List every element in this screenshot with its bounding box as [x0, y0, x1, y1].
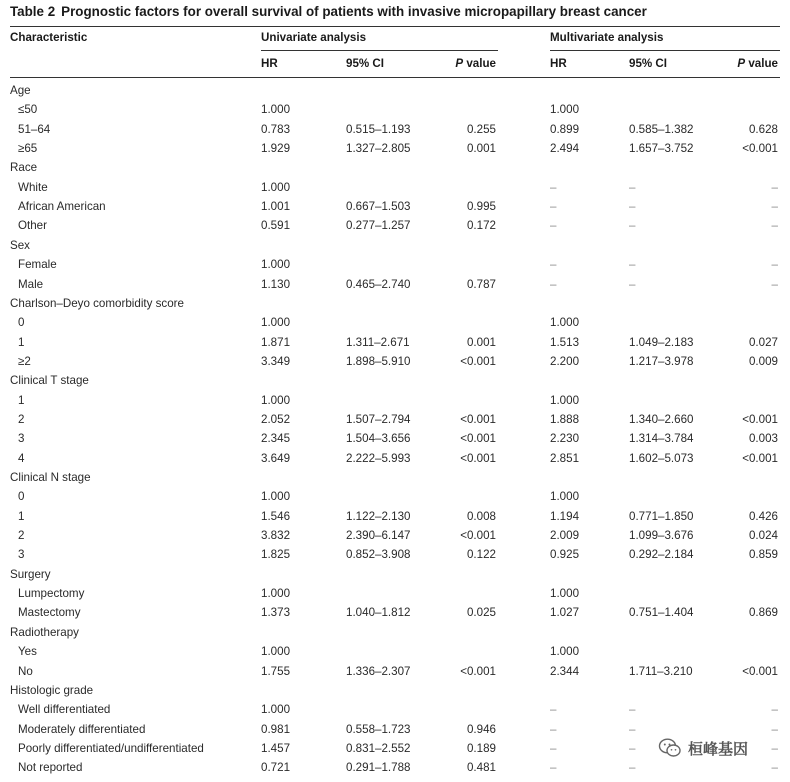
table-row: [0, 139, 790, 158]
ci-value: 0.852–3.908: [346, 548, 411, 562]
multivariate-ci-value: 0.751–1.404: [629, 606, 694, 620]
hr-value: 1.001: [261, 200, 291, 214]
ci-value: 0.558–1.723: [346, 722, 411, 736]
row-label: 3: [18, 548, 25, 562]
hr-value: 2.345: [261, 432, 291, 446]
header-bottom-rule: [10, 77, 780, 78]
multivariate-ci-value: 1.340–2.660: [629, 412, 694, 426]
row-label: White: [18, 180, 48, 194]
ci-value: 1.507–2.794: [346, 412, 411, 426]
table-row: [0, 352, 790, 371]
multivariate-ci-value: –: [629, 277, 636, 291]
multivariate-ci-value: 1.099–3.676: [629, 529, 694, 543]
top-rule: [10, 26, 780, 27]
multivariate-ci-value: 0.292–2.184: [629, 548, 694, 562]
row-label: Moderately differentiated: [18, 722, 146, 736]
row-label: 1: [18, 335, 25, 349]
row-label: 3: [18, 432, 25, 446]
multivariate-hr-value: 2.494: [550, 142, 580, 156]
multivariate-ci-value: 1.602–5.073: [629, 451, 694, 465]
table-row: [0, 662, 790, 681]
p-value: <0.001: [460, 664, 496, 678]
hr-value: 3.649: [261, 451, 291, 465]
multivariate-hr-value: –: [550, 741, 557, 755]
row-label: 2: [18, 529, 25, 543]
table-row: [0, 391, 790, 410]
header-univariate: Univariate analysis: [261, 31, 367, 44]
header-characteristic: Characteristic: [10, 31, 88, 44]
ci-value: 2.222–5.993: [346, 451, 411, 465]
row-label: 51–64: [18, 122, 51, 136]
hr-value: 1.825: [261, 548, 291, 562]
multivariate-p-value: 0.859: [748, 548, 778, 562]
multivariate-hr-value: 2.851: [550, 451, 580, 465]
hr-value: 1.000: [261, 316, 291, 330]
multivariate-hr-value: 1.027: [550, 606, 580, 620]
table-row: [0, 100, 790, 119]
hr-value: 1.000: [261, 587, 291, 601]
header-hr-univariate: HR: [261, 57, 278, 70]
hr-value: 0.591: [261, 219, 291, 233]
table-caption: Prognostic factors for overall survival of patients with invasive micropapillary breast cancer: [61, 4, 647, 19]
wechat-icon: [658, 737, 682, 759]
row-label: 4: [18, 451, 25, 465]
multivariate-ci-value: –: [629, 219, 636, 233]
multivariate-hr-value: 1.513: [550, 335, 580, 349]
ci-value: 0.831–2.552: [346, 741, 411, 755]
header-hr-multivariate: HR: [550, 57, 567, 70]
multivariate-hr-value: –: [550, 761, 557, 775]
multivariate-ci-value: 1.711–3.210: [629, 664, 693, 678]
multivariate-hr-value: –: [550, 180, 557, 194]
ci-value: 0.291–1.788: [346, 761, 411, 775]
p-value: 0.122: [466, 548, 496, 562]
multivariate-p-value: <0.001: [742, 451, 778, 465]
table-row: [0, 584, 790, 603]
multivariate-hr-value: 2.344: [550, 664, 580, 678]
p-value: <0.001: [460, 412, 496, 426]
table-row: [0, 216, 790, 235]
table-row: [0, 758, 790, 777]
multivariate-p-value: –: [771, 722, 778, 736]
p-value: <0.001: [460, 354, 496, 368]
multivariate-hr-value: 1.000: [550, 587, 580, 601]
multivariate-ci-value: –: [629, 258, 636, 272]
multivariate-hr-value: 1.000: [550, 393, 580, 407]
group-label: Race: [10, 161, 38, 175]
p-value: 0.946: [466, 722, 496, 736]
multivariate-p-value: –: [771, 258, 778, 272]
multivariate-hr-value: 2.230: [550, 432, 580, 446]
multivariate-hr-value: 2.009: [550, 529, 580, 543]
row-label: Mastectomy: [18, 606, 81, 620]
p-value: 0.189: [466, 741, 496, 755]
table-label: Table 2: [10, 4, 56, 19]
group-label: Clinical T stage: [10, 374, 89, 388]
row-label: 0: [18, 490, 25, 504]
row-label: Not reported: [18, 761, 83, 775]
header-ci-univariate: 95% CI: [346, 57, 385, 70]
multivariate-hr-value: –: [550, 258, 557, 272]
multivariate-hr-value: –: [550, 200, 557, 214]
multivariate-hr-value: –: [550, 703, 557, 717]
row-label: Well differentiated: [18, 703, 111, 717]
multivariate-ci-value: –: [629, 761, 636, 775]
table-row: [0, 313, 790, 332]
p-value: 0.481: [466, 761, 496, 775]
table-group-row: [0, 236, 790, 255]
table-row: [0, 487, 790, 506]
ci-value: 0.277–1.257: [346, 219, 411, 233]
header-p-italic: P: [455, 57, 464, 70]
ci-value: 1.504–3.656: [346, 432, 411, 446]
multivariate-ci-value: –: [629, 200, 636, 214]
hr-value: 2.052: [261, 412, 291, 426]
p-value: <0.001: [460, 451, 496, 465]
p-value: 0.995: [466, 200, 496, 214]
p-value: 0.025: [466, 606, 496, 620]
table-group-row: [0, 623, 790, 642]
ci-value: 1.327–2.805: [346, 142, 411, 156]
table-row: [0, 275, 790, 294]
multivariate-p-value: 0.024: [748, 529, 778, 543]
table-row: [0, 333, 790, 352]
p-value: <0.001: [460, 432, 496, 446]
p-value: 0.172: [466, 219, 496, 233]
table-group-row: [0, 158, 790, 177]
multivariate-p-value: 0.869: [748, 606, 778, 620]
hr-value: 1.929: [261, 142, 291, 156]
multivariate-p-value: 0.003: [748, 432, 778, 446]
hr-value: 1.000: [261, 258, 291, 272]
row-label: ≤50: [18, 103, 38, 117]
header-p-univariate: [455, 57, 496, 71]
hr-value: 3.349: [261, 354, 291, 368]
watermark-text: 桓峰基因: [688, 740, 749, 758]
row-label: ≥2: [18, 354, 31, 368]
univariate-rule: [261, 50, 498, 51]
multivariate-hr-value: 1.000: [550, 103, 580, 117]
table-row: [0, 429, 790, 448]
p-value: 0.255: [466, 122, 496, 136]
hr-value: 1.000: [261, 703, 291, 717]
multivariate-hr-value: 0.899: [550, 122, 580, 136]
p-value: 0.787: [466, 277, 496, 291]
multivariate-ci-value: –: [629, 180, 636, 194]
ci-value: 1.898–5.910: [346, 354, 411, 368]
multivariate-hr-value: –: [550, 722, 557, 736]
multivariate-p-value: <0.001: [742, 664, 778, 678]
header-p-multivariate: [737, 57, 778, 71]
table-group-row: [0, 681, 790, 700]
group-label: Histologic grade: [10, 683, 94, 697]
multivariate-hr-value: –: [550, 277, 557, 291]
hr-value: 1.130: [261, 277, 291, 291]
multivariate-rule: [550, 50, 780, 51]
table-row: [0, 545, 790, 564]
row-label: 1: [18, 393, 25, 407]
ci-value: 1.122–2.130: [346, 509, 411, 523]
row-label: Female: [18, 258, 57, 272]
multivariate-hr-value: 1.000: [550, 316, 580, 330]
multivariate-p-value: 0.009: [748, 354, 778, 368]
hr-value: 1.373: [261, 606, 291, 620]
hr-value: 3.832: [261, 529, 291, 543]
table-group-row: [0, 371, 790, 390]
row-label: No: [18, 664, 33, 678]
hr-value: 1.000: [261, 645, 291, 659]
hr-value: 1.755: [261, 664, 291, 678]
multivariate-p-value: 0.628: [748, 122, 778, 136]
multivariate-p-value: 0.027: [748, 335, 778, 349]
header-p-rest: value: [745, 57, 778, 70]
row-label: Other: [18, 219, 47, 233]
row-label: Yes: [18, 645, 37, 659]
multivariate-p-value: 0.426: [748, 509, 778, 523]
hr-value: 1.000: [261, 490, 291, 504]
p-value: <0.001: [460, 529, 496, 543]
header-multivariate: Multivariate analysis: [550, 31, 664, 44]
multivariate-ci-value: 1.314–3.784: [629, 432, 694, 446]
group-label: Surgery: [10, 567, 51, 581]
row-label: African American: [18, 200, 106, 214]
hr-value: 1.457: [261, 741, 291, 755]
ci-value: 2.390–6.147: [346, 529, 411, 543]
group-label: Age: [10, 84, 31, 97]
multivariate-p-value: –: [771, 761, 778, 775]
multivariate-hr-value: 0.925: [550, 548, 580, 562]
multivariate-p-value: –: [771, 180, 778, 194]
row-label: 1: [18, 509, 25, 523]
ci-value: 0.515–1.193: [346, 122, 411, 136]
multivariate-ci-value: 1.657–3.752: [629, 142, 694, 156]
multivariate-hr-value: 1.000: [550, 490, 580, 504]
multivariate-ci-value: 0.585–1.382: [629, 122, 694, 136]
multivariate-ci-value: 1.049–2.183: [629, 335, 694, 349]
ci-value: 0.667–1.503: [346, 200, 411, 214]
multivariate-p-value: –: [771, 219, 778, 233]
ci-value: 1.336–2.307: [346, 664, 411, 678]
multivariate-hr-value: 1.000: [550, 645, 580, 659]
hr-value: 1.871: [261, 335, 291, 349]
header-ci-multivariate: 95% CI: [629, 57, 668, 70]
row-label: 2: [18, 412, 25, 426]
multivariate-hr-value: 1.194: [550, 509, 580, 523]
hr-value: 0.981: [261, 722, 291, 736]
row-label: Lumpectomy: [18, 587, 85, 601]
table-row: [0, 449, 790, 468]
ci-value: 0.465–2.740: [346, 277, 411, 291]
multivariate-p-value: –: [771, 703, 778, 717]
hr-value: 1.000: [261, 393, 291, 407]
p-value: 0.008: [466, 509, 496, 523]
table-row: [0, 178, 790, 197]
multivariate-p-value: <0.001: [742, 142, 778, 156]
multivariate-ci-value: –: [629, 722, 636, 736]
hr-value: 1.000: [261, 103, 291, 117]
group-label: Charlson–Deyo comorbidity score: [10, 296, 184, 310]
table-row: [0, 410, 790, 429]
table-row: [0, 197, 790, 216]
row-label: Male: [18, 277, 44, 291]
multivariate-ci-value: 1.217–3.978: [629, 354, 694, 368]
ci-value: 1.311–2.671: [346, 335, 410, 349]
multivariate-ci-value: –: [629, 703, 636, 717]
multivariate-hr-value: –: [550, 219, 557, 233]
row-label: Poorly differentiated/undifferentiated: [18, 741, 204, 755]
table-group-row: [0, 468, 790, 487]
table-group-row: [0, 294, 790, 313]
multivariate-p-value: –: [771, 277, 778, 291]
multivariate-ci-value: –: [629, 741, 636, 755]
header-p-italic: P: [737, 57, 746, 70]
p-value: 0.001: [466, 142, 496, 156]
multivariate-ci-value: 0.771–1.850: [629, 509, 694, 523]
table-row: [0, 700, 790, 719]
hr-value: 1.546: [261, 509, 291, 523]
p-value: 0.001: [466, 335, 496, 349]
table-row: [0, 507, 790, 526]
ci-value: 1.040–1.812: [346, 606, 411, 620]
group-label: Radiotherapy: [10, 625, 79, 639]
table-row: [0, 255, 790, 274]
multivariate-hr-value: 1.888: [550, 412, 580, 426]
table-group-row: [0, 565, 790, 584]
row-label: 0: [18, 316, 25, 330]
hr-value: 0.721: [261, 761, 291, 775]
group-label: Sex: [10, 238, 30, 252]
multivariate-hr-value: 2.200: [550, 354, 580, 368]
table-row: [0, 642, 790, 661]
header-p-rest: value: [463, 57, 496, 70]
group-label: Clinical N stage: [10, 471, 91, 484]
hr-value: 0.783: [261, 122, 291, 136]
multivariate-p-value: –: [771, 741, 778, 755]
watermark: [658, 735, 748, 761]
table-row: [0, 120, 790, 139]
row-label: ≥65: [18, 142, 38, 156]
multivariate-p-value: –: [771, 200, 778, 214]
multivariate-p-value: <0.001: [742, 412, 778, 426]
hr-value: 1.000: [261, 180, 291, 194]
table-group-row: [0, 81, 790, 100]
table-title: [10, 4, 647, 22]
table-row: [0, 603, 790, 622]
table-row: [0, 526, 790, 545]
